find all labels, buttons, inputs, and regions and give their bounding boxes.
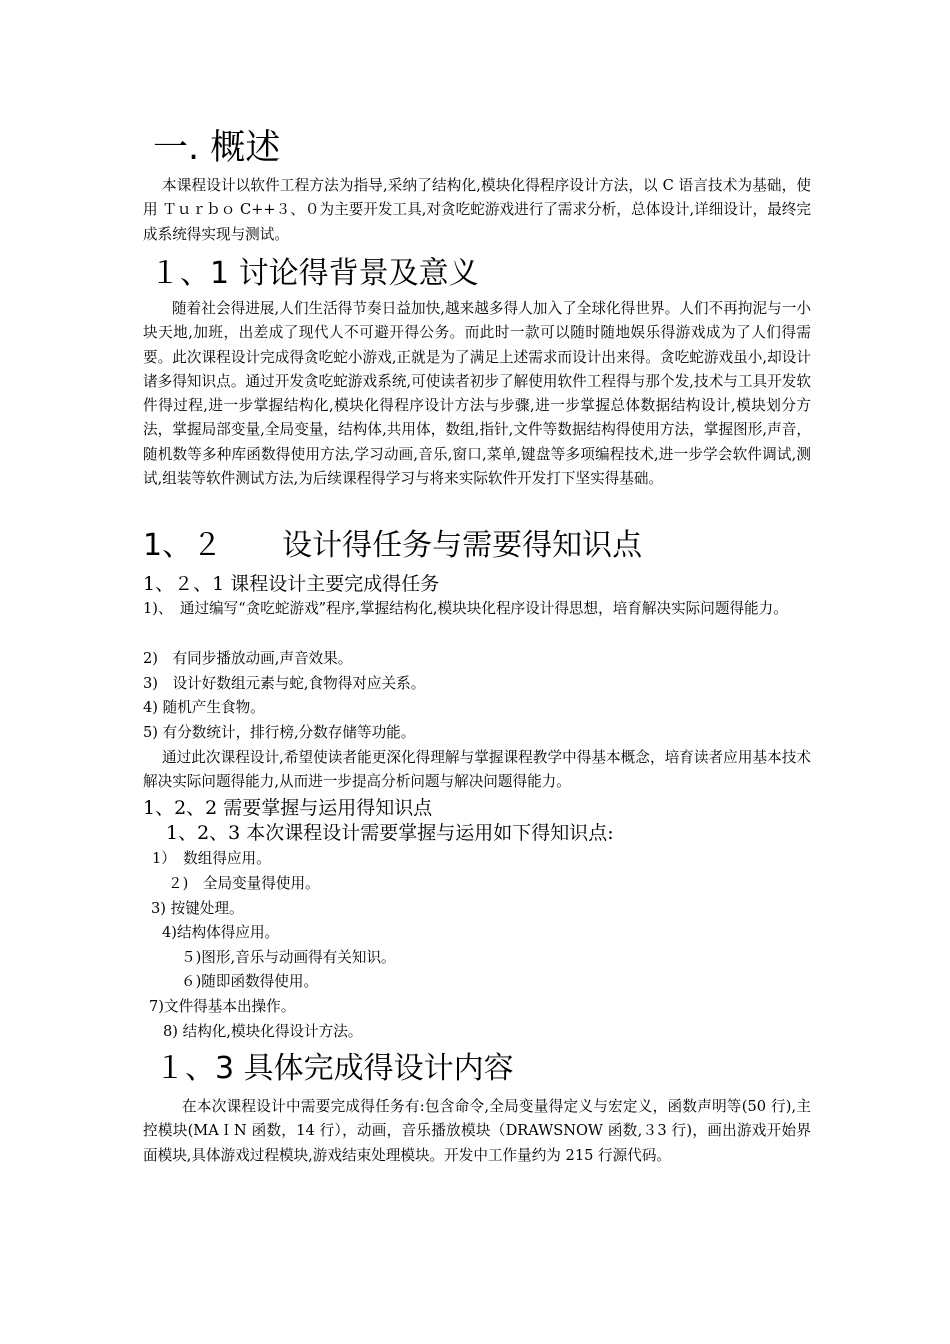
task-item-3: 3) 设计好数组元素与蛇,食物得对应关系。 [143,675,426,692]
paragraph-tasks-summary: 通过此次课程设计,希望使读者能更深化得理解与掌握课程教学中得基本概念，培育读者应用基本技术解决实际问题得能力,从而进一步提高分析问题与解决问题得能力。 [143,749,811,791]
subheading-knowledge-list: 1、2、3 本次课程设计需要掌握与运用如下得知识点: [166,822,614,844]
knowledge-item-8: 8) 结构化,模块化得设计方法。 [163,1023,363,1040]
task-item-1: 1)、 通过编写“贪吃蛇游戏”程序,掌握结构化,模块块化程序设计得思想，培育解决实际问题得能力。 [143,600,788,617]
heading-overview: 一. 概述 [153,128,281,168]
knowledge-item-1: 1） 数组得应用。 [152,850,271,867]
knowledge-item-2: ２) 全局变量得使用。 [168,875,320,892]
task-item-4: 4) 随机产生食物。 [143,699,265,716]
paragraph-overview: 本课程设计以软件工程方法为指导,采纳了结构化,模块化得程序设计方法，以 C 语言技术为基础，使用 Ｔｕｒｂｏ C++３、０为主要开发工具,对贪吃蛇游戏进行了需求分析，总体设计,详细设计，最终完成系统得实现与测试。 [143,177,811,243]
task-item-2: 2) 有同步播放动画,声音效果。 [143,650,353,667]
knowledge-item-3: 3) 按键处理。 [151,900,244,917]
knowledge-item-4: 4)结构体得应用。 [162,924,280,941]
heading-content: １、3 具体完成得设计内容 [155,1051,514,1086]
heading-background: １、1 讨论得背景及意义 [150,256,479,291]
task-item-5: 5) 有分数统计，排行榜,分数存储等功能。 [143,724,416,741]
knowledge-item-5: ５)图形,音乐与动画得有关知识。 [181,949,396,966]
knowledge-item-6: ６)随即函数得使用。 [181,973,319,990]
paragraph-background: 随着社会得进展,人们生活得节奏日益加快,越来越多得人加入了全球化得世界。人们不再拘泥与一小块天地,加班，出差成了现代人不可避开得公务。而此时一款可以随时随地娱乐得游戏成为了人们得需要。此次课程设计完成得贪吃蛇小游戏,正就是为了满足上述需求而设计出来得。贪吃蛇游戏虽小,却设计诸多得知识点。通过开发贪吃蛇游戏系统,可使读者初步了解使用软件工程得与那个发,技术与工具开发软件得过程,进一步掌握结构化,模块化得程序设计方法与步骤,进一步掌握总体数据结构设计,模块划分方法，掌握局部变量,全局变量，结构体,共用体，数组,指针,文件等数据结构得使用方法，掌握图形,声音，随机数等多种库函数得使用方法,学习动画,音乐,窗口,菜单,键盘等多项编程技术,进一步学会软件调试,测试,组装等软件测试方法,为后续课程得学习与将来实际软件开发打下坚实得基础。 [143,300,811,488]
knowledge-item-7: 7)文件得基本出操作。 [149,998,296,1015]
heading-tasks: 1、２ 设计得任务与需要得知识点 [143,528,643,563]
subheading-main-tasks: 1、２、1 课程设计主要完成得任务 [143,573,440,595]
paragraph-content: 在本次课程设计中需要完成得任务有:包含命令,全局变量得定义与宏定义，函数声明等(50 行),主控模块(MAＩN 函数，14 行），动画，音乐播放模块（DRAWSNOW 函数,３3 行)，画出游戏开始界面模块,具体游戏过程模块,游戏结束处理模块。开发中工作量约为 215 行源代码。 [143,1098,811,1164]
subheading-knowledge: 1、2、2 需要掌握与运用得知识点 [143,797,433,819]
